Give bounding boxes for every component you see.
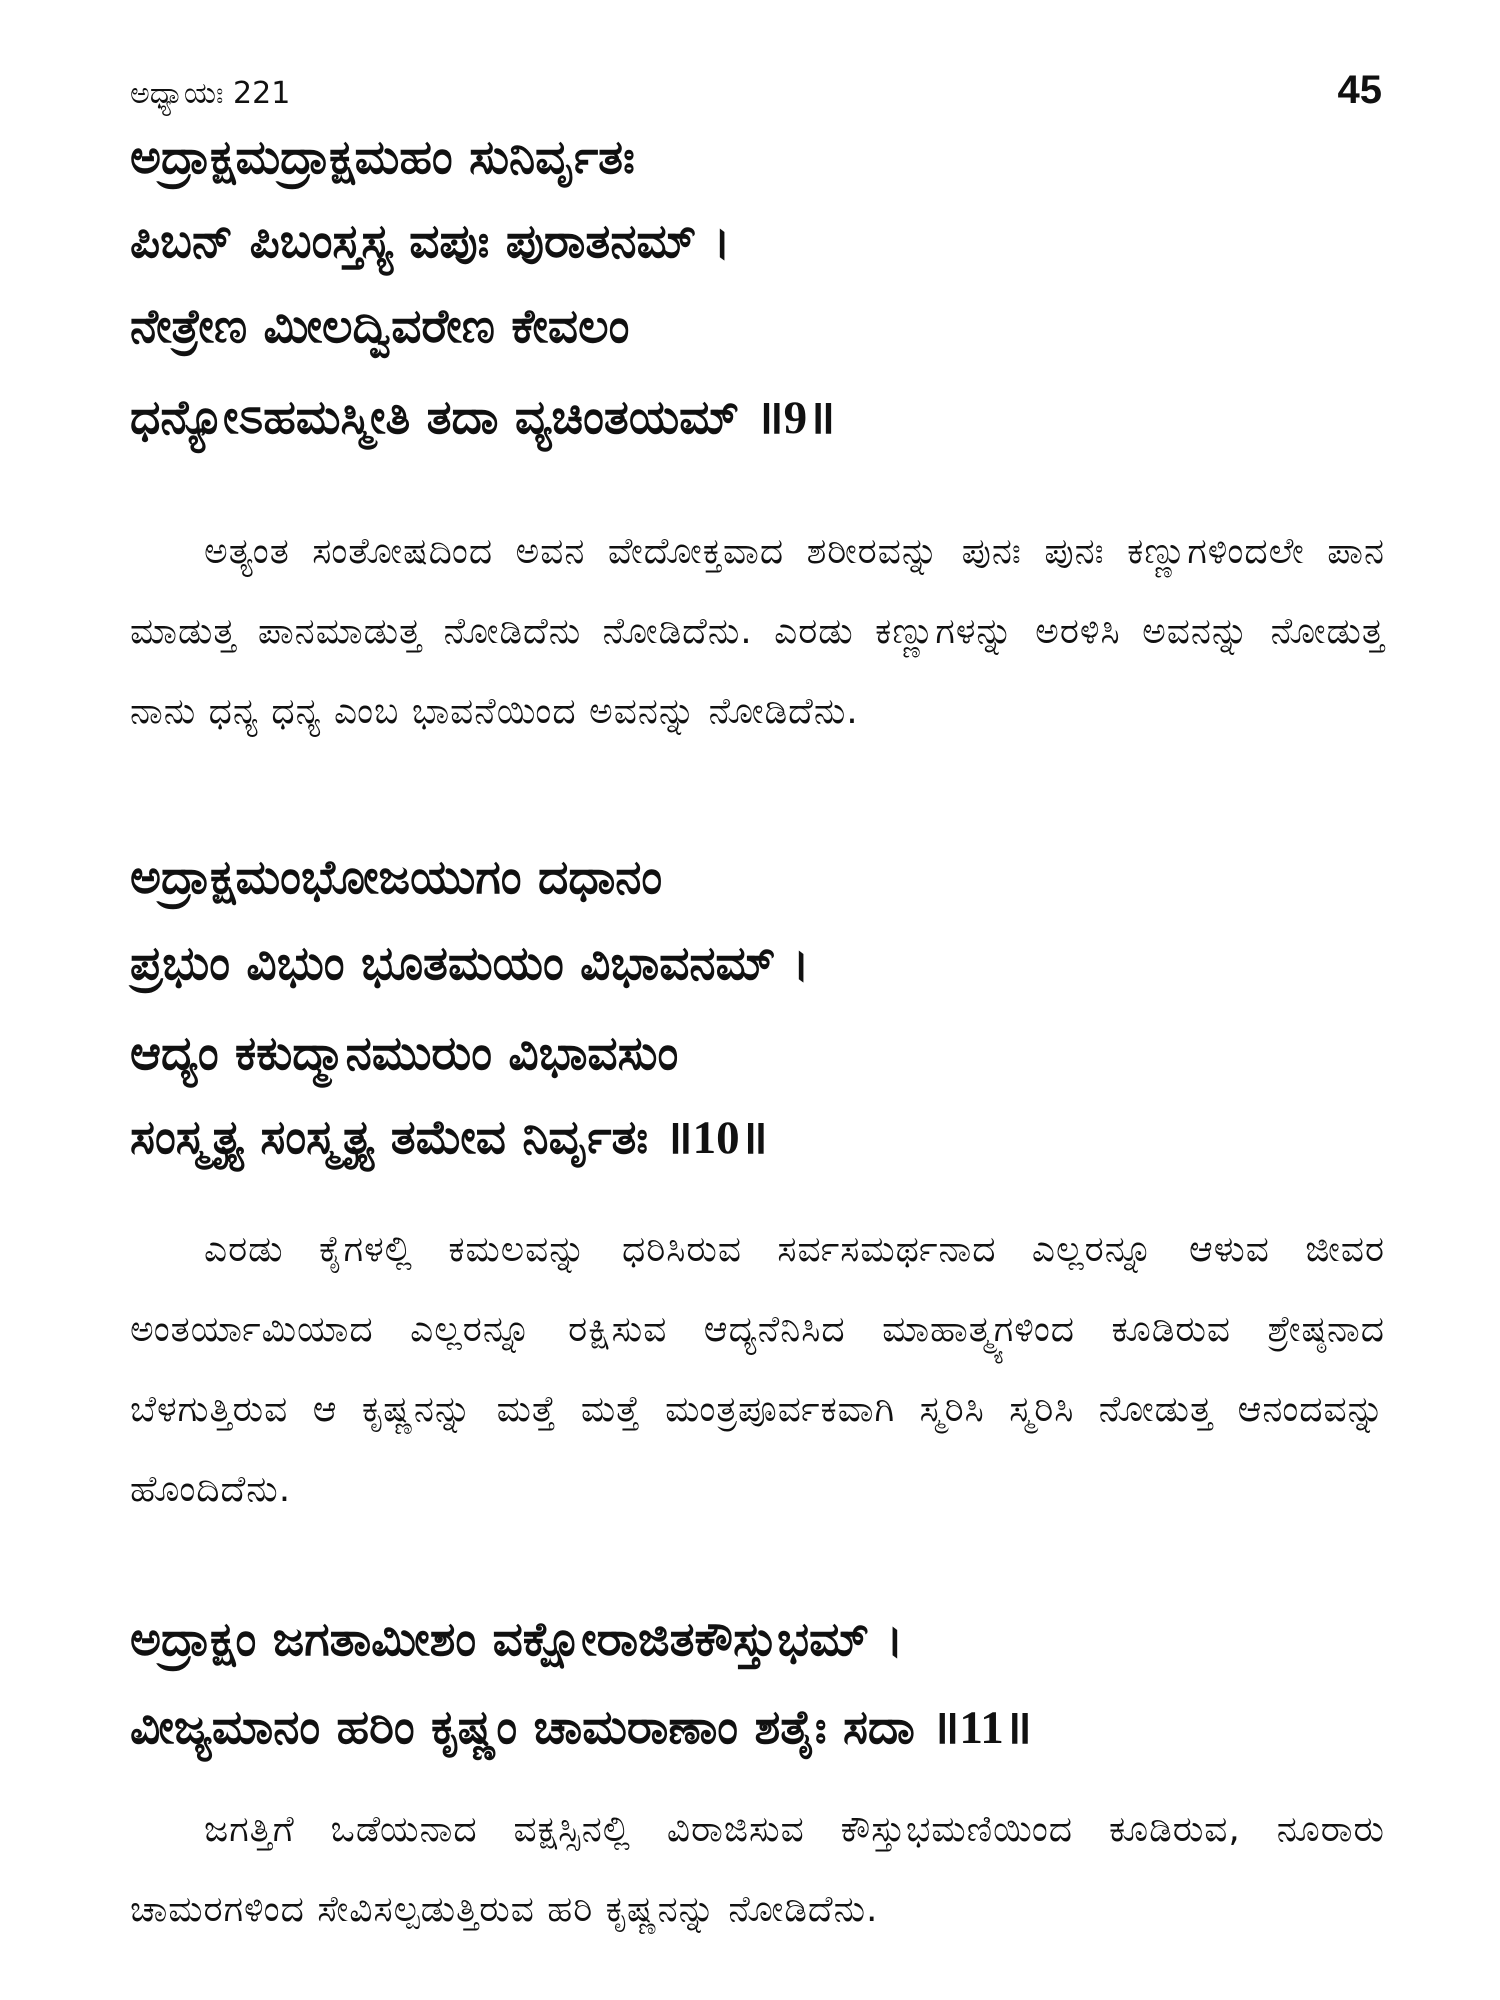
verse-11-number: ॥11॥ [931,1702,1032,1754]
verse-9-line-3: ನೇತ್ರೇಣ ಮೀಲದ್ವಿವರೇಣ ಕೇವಲಂ [130,299,630,354]
verse-9-meaning: ಅತ್ಯಂತ ಸಂತೋಷದಿಂದ ಅವನ ವೇದೋಕ್ತವಾದ ಶರೀರವನ್ನು ಪುನಃ ಪುನಃ ಕಣ್ಣುಗಳಿಂದಲೇ ಪಾನ ಮಾಡುತ್ತ ಪಾನಮಾಡುತ್ತ ನೋಡಿದೆನು ನೋಡಿದೆನು. ಎರಡು ಕಣ್ಣುಗಳನ್ನು ಅರಳಿಸಿ ಅವನನ್ನು ನೋಡುತ್ತ ನಾನು ಧನ್ಯ ಧನ್ಯ ಎಂಬ ಭಾವನೆಯಿಂದ ಅವನನ್ನು ನೋಡಿದೆನು. [130,531,1385,732]
verse-9-line-4: ಧನ್ಯೋಽಹಮಸ್ಮೀತಿ ತದಾ ವ್ಯಚಿಂತಯಮ್ ॥9॥ [130,390,836,445]
verse-11-meaning: ಜಗತ್ತಿಗೆ ಒಡೆಯನಾದ ವಕ್ಷಸ್ಸಿನಲ್ಲಿ ವಿರಾಜಿಸುವ ಕೌಸ್ತುಭಮಣಿಯಿಂದ ಕೂಡಿರುವ, ನೂರಾರು ಚಾಮರಗಳಿಂದ ಸೇವಿಸಲ್ಪಡುತ್ತಿರುವ ಹರಿ ಕೃಷ್ಣನನ್ನು ನೋಡಿದೆನು. [130,1809,1385,1930]
page-number: 45 [1337,68,1382,112]
verse-10-number: ॥10॥ [664,1112,768,1164]
verse-11-line-2: ವೀಜ್ಯಮಾನಂ ಹರಿಂ ಕೃಷ್ಣಂ ಚಾಮರಾಣಾಂ ಶತೈಃ ಸದಾ ॥11॥ [130,1700,1032,1755]
verse-9-line-2: ಪಿಬನ್ ಪಿಬಂಸ್ತಸ್ಯ ವಪುಃ ಪುರಾತನಮ್ । [130,214,731,269]
verse-10-line-3: ಆದ್ಯಂ ಕಕುದ್ಮಾನಮುರುಂ ವಿಭಾವಸುಂ [130,1026,679,1081]
page-header [130,66,1382,126]
verse-9-number: ॥9॥ [755,392,836,444]
verse-10-meaning: ಎರಡು ಕೈಗಳಲ್ಲಿ ಕಮಲವನ್ನು ಧರಿಸಿರುವ ಸರ್ವಸಮರ್ಥನಾದ ಎಲ್ಲರನ್ನೂ ಆಳುವ ಜೀವರ ಅಂತರ್ಯಾಮಿಯಾದ ಎಲ್ಲರನ್ನೂ ರಕ್ಷಿಸುವ ಆದ್ಯನೆನಿಸಿದ ಮಾಹಾತ್ಮ್ಯಗಳಿಂದ ಕೂಡಿರುವ ಶ್ರೇಷ್ಠನಾದ ಬೆಳಗುತ್ತಿರುವ ಆ ಕೃಷ್ಣನನ್ನು ಮತ್ತೆ ಮತ್ತೆ ಮಂತ್ರಪೂರ್ವಕವಾಗಿ ಸ್ಮರಿಸಿ ಸ್ಮರಿಸಿ ನೋಡುತ್ತ ಆನಂದವನ್ನು ಹೊಂದಿದೆನು. [130,1229,1385,1510]
verse-10-line-1: ಅದ್ರಾಕ್ಷಮಂಭೋಜಯುಗಂ ದಧಾನಂ [130,850,663,905]
verse-9-line-1: ಅದ್ರಾಕ್ಷಮದ್ರಾಕ್ಷಮಹಂ ಸುನಿರ್ವೃತಃ [130,130,635,185]
running-head: ಅಧ್ಯಾಯಃ 221 [130,76,291,111]
verse-11-line-1: ಅದ್ರಾಕ್ಷಂ ಜಗತಾಮೀಶಂ ವಕ್ಷೋರಾಜಿತಕೌಸ್ತುಭಮ್ । [130,1612,904,1667]
verse-10-line-4: ಸಂಸ್ಮೃತ್ಯ ಸಂಸ್ಮೃತ್ಯ ತಮೇವ ನಿರ್ವೃತಃ ॥10॥ [130,1110,768,1165]
verse-10-line-2: ಪ್ರಭುಂ ವಿಭುಂ ಭೂತಮಯಂ ವಿಭಾವನಮ್ । [130,936,810,991]
